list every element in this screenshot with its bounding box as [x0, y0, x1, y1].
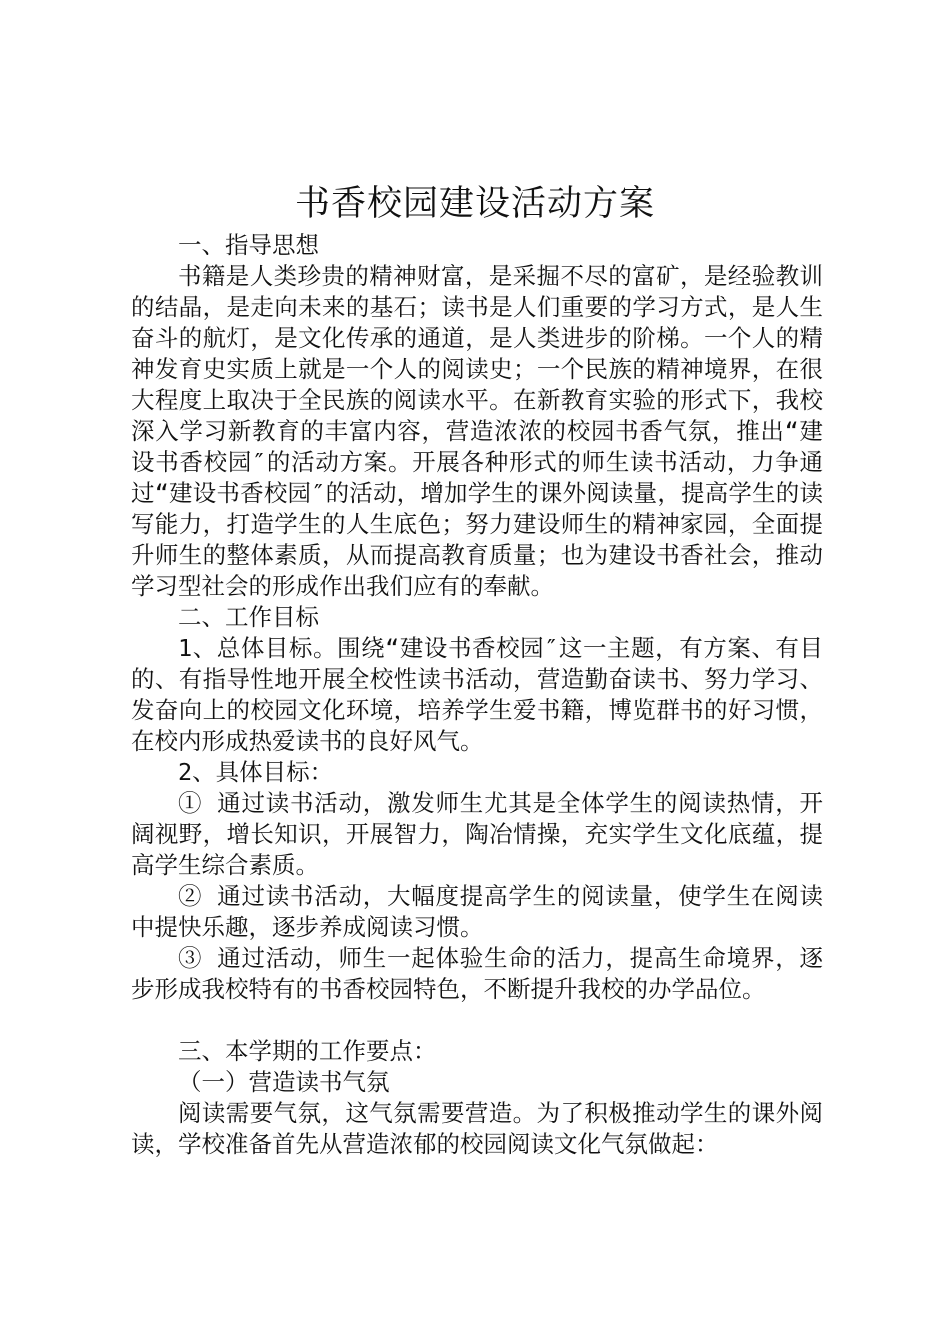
paragraph-specific-goal-1: ① 通过读书活动，激发师生尤其是全体学生的阅读热情，开阔视野，增长知识，开展智力，陶冶情操，充实学生文化底蕴，提高学生综合素质。 — [131, 789, 823, 879]
heading-guiding-thought: 一、指导思想 — [178, 231, 319, 259]
paragraph-specific-goals-heading: 2、具体目标： — [178, 758, 334, 786]
paragraph-overall-goal: 1、总体目标。围绕“建设书香校园″这一主题，有方案、有目的、有指导性地开展全校性读书活动，营造勤奋读书、努力学习、发奋向上的校园文化环境，培养学生爱书籍，博览群书的好习惯，在校内形成热爱读书的良好风气。 — [131, 634, 823, 755]
heading-work-goals: 二、工作目标 — [178, 603, 319, 631]
paragraph-specific-goal-2: ② 通过读书活动，大幅度提高学生的阅读量，使学生在阅读中提快乐趣，逐步养成阅读习惯。 — [131, 882, 823, 941]
paragraph-guiding-thought: 书籍是人类珍贵的精神财富，是采掘不尽的富矿，是经验教训的结晶，是走向未来的基石；读书是人们重要的学习方式，是人生奋斗的航灯，是文化传承的通道，是人类进步的阶梯。一个人的精神发育史实质上就是一个人的阅读史；一个民族的精神境界，在很大程度上取决于全民族的阅读水平。在新教育实验的形式下，我校深入学习新教育的丰富内容，营造浓浓的校园书香气氛，推出“建设书香校园″的活动方案。开展各种形式的师生读书活动，力争通过“建设书香校园″的活动，增加学生的课外阅读量，提高学生的读写能力，打造学生的人生底色；努力建设师生的精神家园，全面提升师生的整体素质，从而提高教育质量；也为建设书香社会，推动学习型社会的形成作出我们应有的奉献。 — [131, 262, 823, 600]
document-body — [131, 230, 823, 1160]
heading-reading-atmosphere: （一）营造读书气氛 — [178, 1068, 390, 1096]
document-title: 书香校园建设活动方案 — [294, 184, 655, 224]
paragraph-specific-goal-3: ③ 通过活动，师生一起体验生命的活力，提高生命境界，逐步形成我校特有的书香校园特色，不断提升我校的办学品位。 — [131, 944, 823, 1003]
paragraph-reading-atmosphere: 阅读需要气氛，这气氛需要营造。为了积极推动学生的课外阅读，学校准备首先从营造浓郁的校园阅读文化气氛做起： — [131, 1099, 823, 1158]
heading-semester-work-points: 三、本学期的工作要点： — [178, 1037, 437, 1065]
paragraph-spacer — [131, 1005, 823, 1036]
